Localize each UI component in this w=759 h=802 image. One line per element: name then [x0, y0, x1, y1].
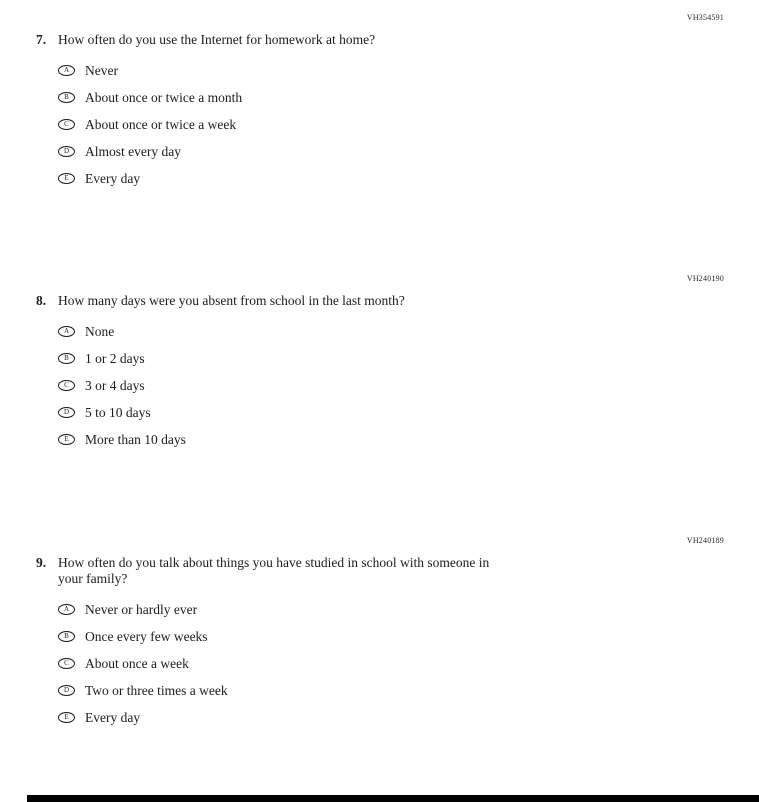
bubble-letter: A: [63, 605, 70, 613]
answer-option-label: Never: [85, 62, 118, 78]
bubble-letter: C: [64, 120, 69, 128]
bubble-letter: A: [63, 66, 70, 74]
bubble-letter: B: [64, 632, 69, 640]
answer-option-label: Once every few weeks: [85, 628, 208, 644]
question-block: [0, 274, 759, 453]
answer-option-label: Two or three times a week: [85, 682, 228, 698]
answer-option[interactable]: [58, 426, 759, 453]
question-code: VH240189: [686, 536, 724, 545]
page-bottom-edge: [27, 795, 759, 802]
question-row: [0, 293, 759, 309]
bubble-letter: D: [63, 147, 70, 155]
answer-bubble-icon[interactable]: [58, 380, 75, 391]
answer-bubble-icon[interactable]: [58, 434, 75, 445]
question-code: VH240190: [686, 274, 724, 283]
question-row: [0, 32, 759, 48]
question-block: [0, 536, 759, 731]
answer-option[interactable]: [58, 318, 759, 345]
answer-option[interactable]: [58, 650, 759, 677]
answer-option[interactable]: [58, 345, 759, 372]
answer-option[interactable]: [58, 399, 759, 426]
question-text: [58, 293, 405, 309]
answer-option[interactable]: [58, 57, 759, 84]
question-code: VH354591: [686, 13, 724, 22]
answer-option-label: 1 or 2 days: [85, 350, 145, 366]
answer-bubble-icon[interactable]: [58, 146, 75, 157]
bubble-letter: E: [64, 435, 69, 443]
answer-option-label: 5 to 10 days: [85, 404, 151, 420]
answer-option-label: More than 10 days: [85, 431, 186, 447]
answer-bubble-icon[interactable]: [58, 65, 75, 76]
answer-options: [0, 57, 759, 192]
answer-bubble-icon[interactable]: [58, 685, 75, 696]
question-row: [0, 555, 759, 587]
question-text-line: How many days were you absent from school in the last month?: [58, 293, 405, 308]
question-number: 8.: [36, 293, 47, 308]
answer-options: [0, 318, 759, 453]
question-text: [58, 32, 375, 48]
answer-option[interactable]: [58, 704, 759, 731]
answer-option[interactable]: [58, 84, 759, 111]
bubble-letter: D: [63, 686, 70, 694]
answer-option[interactable]: [58, 623, 759, 650]
answer-option-label: About once or twice a month: [85, 89, 243, 105]
answer-bubble-icon[interactable]: [58, 712, 75, 723]
bubble-letter: B: [64, 93, 69, 101]
answer-option-label: Every day: [85, 709, 141, 725]
answer-option[interactable]: [58, 677, 759, 704]
answer-option-label: Never or hardly ever: [85, 601, 198, 617]
question-text-line: How often do you use the Internet for homework at home?: [58, 32, 376, 47]
answer-bubble-icon[interactable]: [58, 631, 75, 642]
answer-option[interactable]: [58, 165, 759, 192]
question-text-line: your family?: [58, 571, 128, 586]
question-block: [0, 13, 759, 192]
question-text-line: How often do you talk about things you have studied in school with someone in: [58, 555, 490, 570]
answer-bubble-icon[interactable]: [58, 604, 75, 615]
question-number: 7.: [36, 32, 47, 47]
answer-bubble-icon[interactable]: [58, 119, 75, 130]
answer-option-label: None: [85, 323, 115, 339]
bubble-letter: A: [63, 327, 70, 335]
answer-option[interactable]: [58, 138, 759, 165]
bubble-letter: E: [64, 174, 69, 182]
answer-option-label: Almost every day: [85, 143, 181, 159]
answer-option-label: Every day: [85, 170, 141, 186]
answer-options: [0, 596, 759, 731]
answer-bubble-icon[interactable]: [58, 658, 75, 669]
bubble-letter: D: [63, 408, 70, 416]
question-text: [58, 555, 489, 587]
bubble-letter: C: [64, 659, 69, 667]
answer-bubble-icon[interactable]: [58, 92, 75, 103]
bubble-letter: E: [64, 713, 69, 721]
bubble-letter: C: [64, 381, 69, 389]
answer-bubble-icon[interactable]: [58, 407, 75, 418]
answer-bubble-icon[interactable]: [58, 173, 75, 184]
answer-option-label: 3 or 4 days: [85, 377, 145, 393]
answer-option-label: About once or twice a week: [85, 116, 237, 132]
answer-option[interactable]: [58, 111, 759, 138]
answer-option[interactable]: [58, 596, 759, 623]
answer-bubble-icon[interactable]: [58, 326, 75, 337]
answer-option-label: About once a week: [85, 655, 189, 671]
question-number: 9.: [36, 555, 47, 570]
answer-option[interactable]: [58, 372, 759, 399]
bubble-letter: B: [64, 354, 69, 362]
answer-bubble-icon[interactable]: [58, 353, 75, 364]
